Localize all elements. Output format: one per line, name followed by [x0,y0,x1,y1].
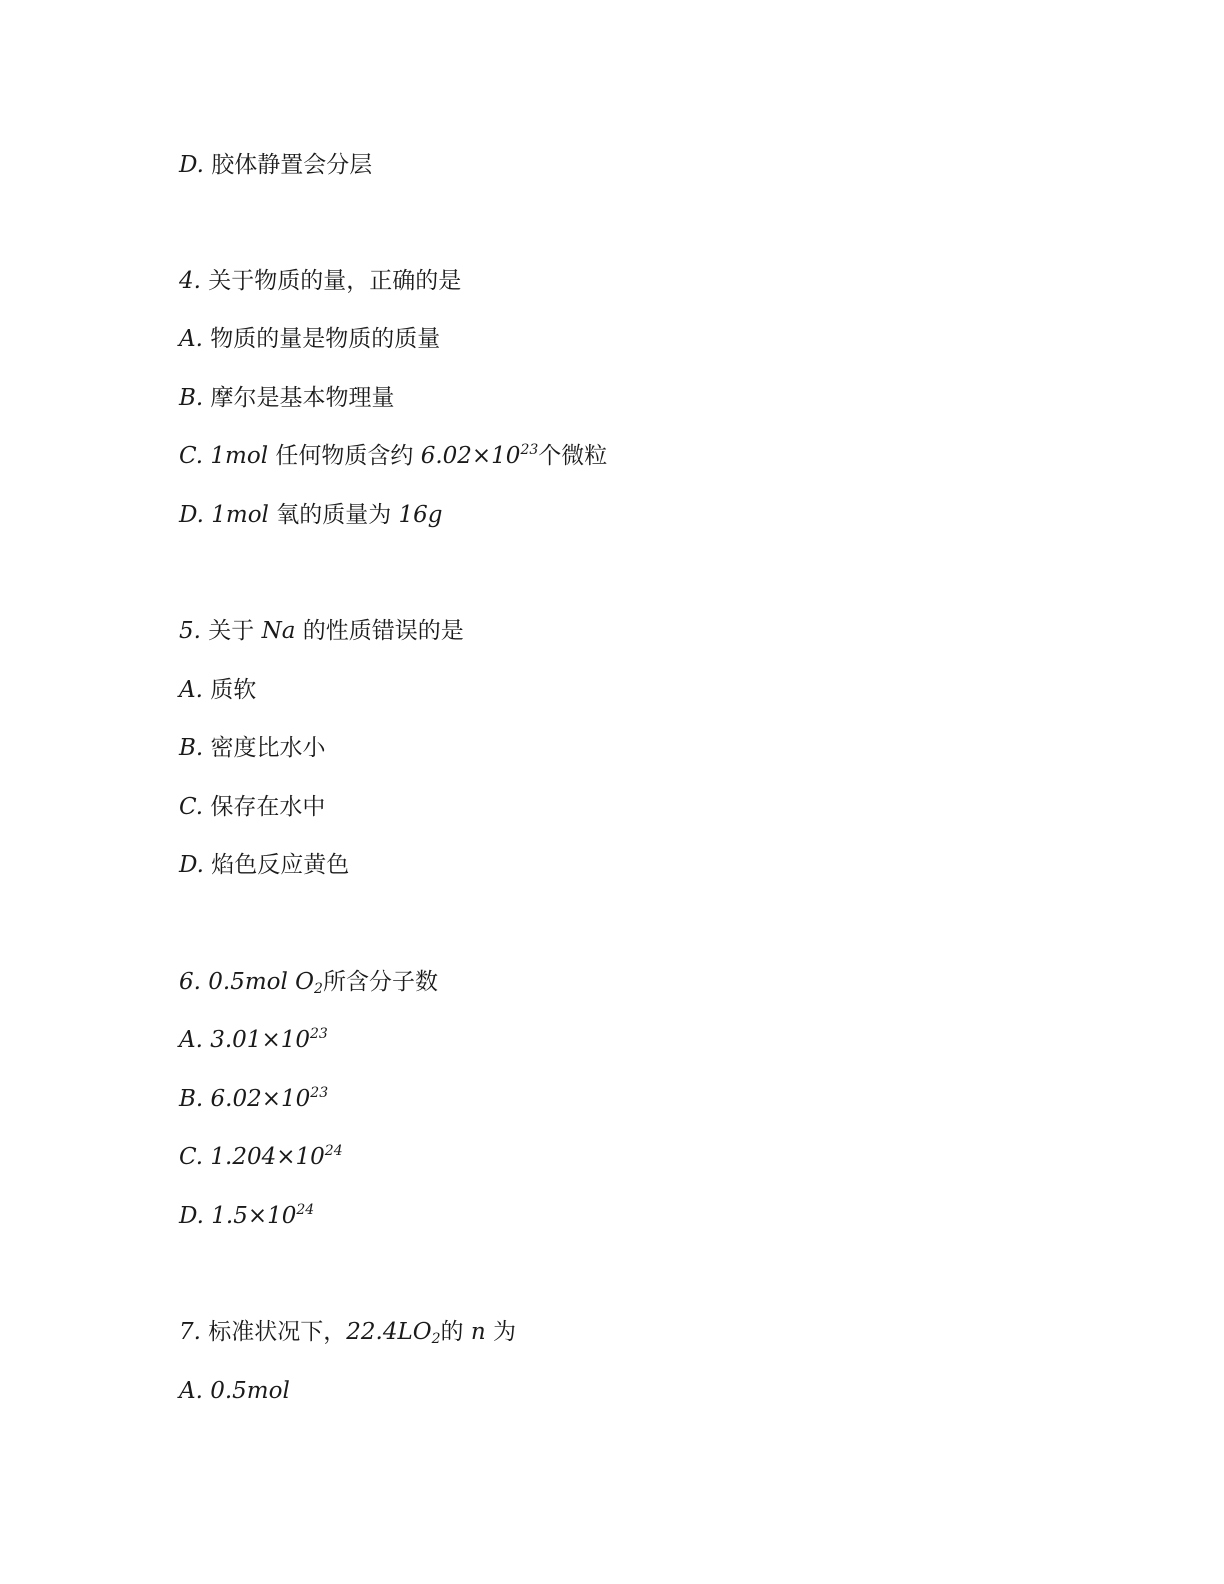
question-3-option-d [179,150,372,180]
option-label: A. [179,1378,203,1404]
option-label: A. [179,326,203,352]
question-5-option-c [179,792,325,822]
option-label: D. [179,502,204,528]
question-4-option-b [179,383,395,413]
exponent: 23 [309,1026,328,1042]
question-5-option-d [179,850,349,880]
question-text-tail: 为 [492,1319,516,1345]
mass-value: 16g [398,502,443,528]
exponent: 24 [296,1202,315,1218]
variable-n: n [470,1319,486,1345]
option-text: 胶体静置会分层 [211,152,373,178]
coefficient: 1.204×10 [210,1144,325,1170]
option-label: A. [179,677,203,703]
element-symbol: Na [261,618,296,644]
option-label: C. [179,443,204,469]
question-text: 关于 [208,618,255,644]
question-text: 关于物质的量，正确的是 [208,268,462,294]
question-6-option-b [179,1084,328,1114]
option-text: 密度比水小 [210,735,326,761]
amount-value: 1mol [211,502,269,528]
question-number: 4. [179,268,201,294]
option-label: D. [179,852,204,878]
coefficient: 6.02×10 [420,443,521,469]
option-label: B. [179,1086,204,1112]
question-5-option-a [179,675,256,705]
question-6-option-a [179,1025,328,1055]
question-4-option-d [179,500,443,530]
question-7-stem [179,1317,516,1347]
option-label: B. [179,735,204,761]
question-number: 7. [179,1319,201,1345]
volume-value: 22.4LO [346,1319,432,1345]
option-text: 质软 [210,677,257,703]
option-label: D. [179,1203,204,1229]
coefficient: 3.01×10 [210,1027,310,1053]
question-number: 6. [179,969,201,995]
coefficient: 6.02×10 [210,1086,311,1112]
option-text: 氧的质量为 [276,502,392,528]
question-text: 标准状况下， [208,1319,347,1345]
exponent: 23 [520,442,539,458]
question-4-option-a [179,324,440,354]
question-text-tail: 的性质错误的是 [302,618,464,644]
option-text: 0.5mol [210,1378,290,1404]
exponent: 24 [324,1143,343,1159]
option-text: 任何物质含约 [275,443,414,469]
option-label: D. [179,152,204,178]
amount-value: 1mol [210,443,269,469]
question-4-stem [179,266,461,296]
question-5-option-b [179,733,326,763]
formula-subscript: 2 [314,981,323,997]
amount-value: 0.5mol [208,969,288,995]
question-6-stem [179,967,438,997]
option-label: C. [179,794,204,820]
option-text: 物质的量是物质的质量 [210,326,441,352]
question-number: 5. [179,618,201,644]
question-6-option-c [179,1142,343,1172]
question-7-option-a [179,1376,290,1406]
exponent: 23 [310,1085,329,1101]
question-6-option-d [179,1201,314,1231]
question-4-option-c [179,441,607,471]
option-text-tail: 个微粒 [538,443,608,469]
formula-subscript: 2 [431,1331,441,1347]
coefficient: 1.5×10 [211,1203,297,1229]
formula-element: O [295,969,315,995]
option-label: B. [179,385,204,411]
option-text: 保存在水中 [210,794,326,820]
option-label: C. [179,1144,204,1170]
question-text: 所含分子数 [322,969,438,995]
question-5-stem [179,616,464,646]
question-text-mid: 的 [440,1319,464,1345]
option-label: A. [179,1027,203,1053]
option-text: 摩尔是基本物理量 [210,385,395,411]
option-text: 焰色反应黄色 [211,852,350,878]
